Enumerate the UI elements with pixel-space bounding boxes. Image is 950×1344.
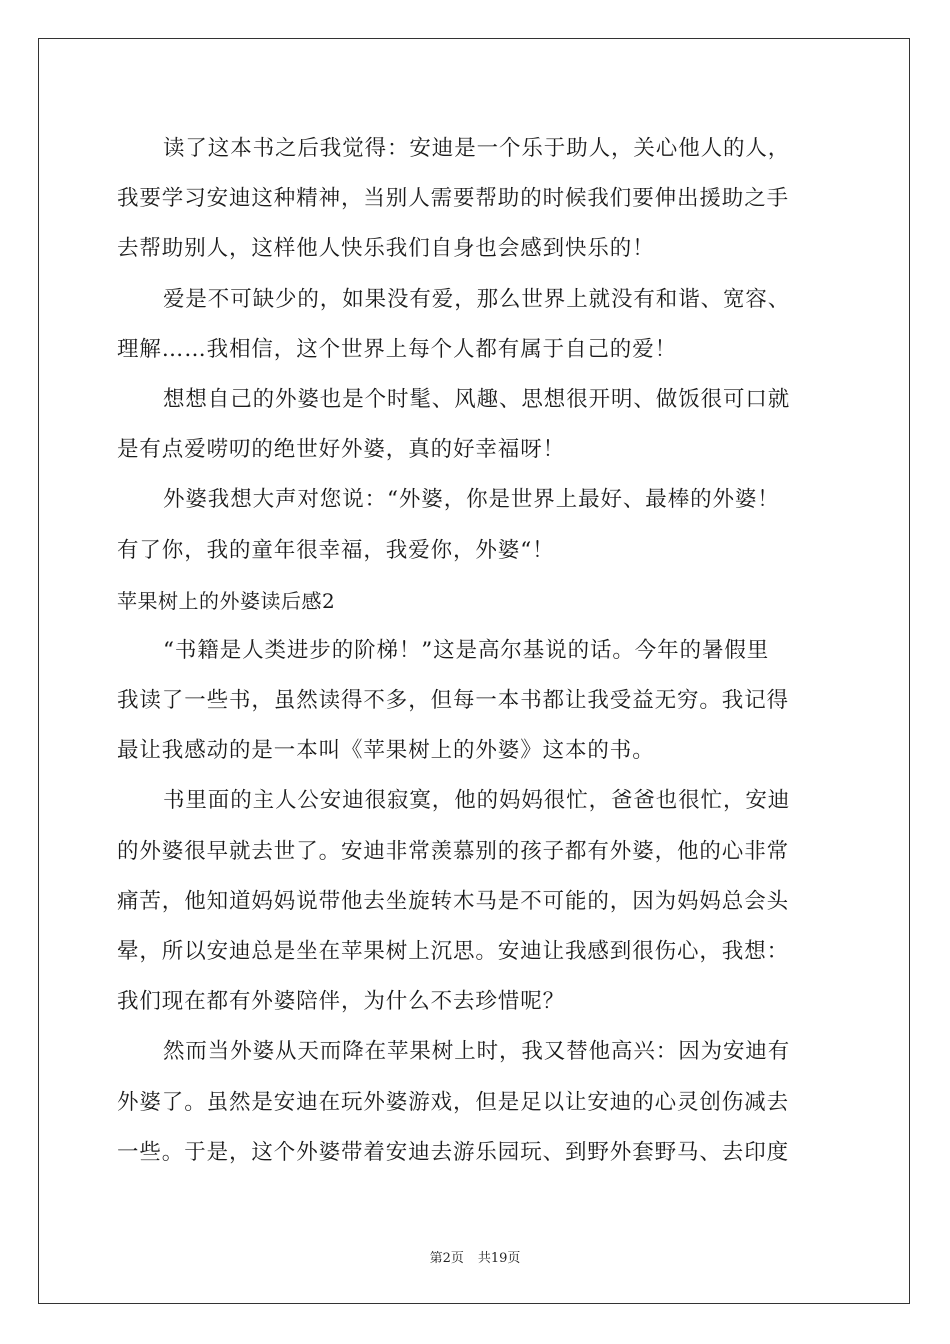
text-line: 外婆了。虽然是安迪在玩外婆游戏，但是足以让安迪的心灵创伤减去 xyxy=(117,1089,790,1115)
text-line: 最让我感动的是一本叫《苹果树上的外婆》这本的书。 xyxy=(117,738,655,764)
text-line: 爱是不可缺少的，如果没有爱，那么世界上就没有和谐、宽容、 xyxy=(163,286,791,312)
page-footer xyxy=(0,1247,950,1266)
text-line: 读了这本书之后我觉得：安迪是一个乐于助人，关心他人的人， xyxy=(163,136,791,161)
text-line: 理解……我相信，这个世界上每个人都有属于自己的爱！ xyxy=(117,336,678,362)
text-line: 书里面的主人公安迪很寂寞，他的妈妈很忙，爸爸也很忙，安迪 xyxy=(163,788,791,814)
document-body xyxy=(117,124,833,1178)
page-number: 第2页 xyxy=(429,1251,464,1266)
paragraph xyxy=(117,375,833,475)
text-line: 我要学习安迪这种精神，当别人需要帮助的时候我们要伸出援助之手 xyxy=(117,186,790,212)
paragraph xyxy=(117,124,833,275)
text-line: 我读了一些书，虽然读得不多，但每一本书都让我受益无穷。我记得 xyxy=(117,688,790,714)
text-line: 一些。于是，这个外婆带着安迪去游乐园玩、到野外套野马、去印度 xyxy=(117,1139,790,1165)
paragraph xyxy=(117,475,833,575)
text-line: 去帮助别人，这样他人快乐我们自身也会感到快乐的！ xyxy=(117,236,655,262)
text-line: 的外婆很早就去世了。安迪非常羡慕别的孩子都有外婆，他的心非常 xyxy=(117,838,790,864)
text-line: 晕，所以安迪总是坐在苹果树上沉思。安迪让我感到很伤心，我想： xyxy=(117,939,790,964)
text-line: 外婆我想大声对您说：“外婆，你是世界上最好、最棒的外婆！ xyxy=(163,487,780,513)
text-line: 想想自己的外婆也是个时髦、风趣、思想很开明、做饭很可口就 xyxy=(163,386,791,412)
paragraph xyxy=(117,1027,833,1178)
text-line: 有了你，我的童年很幸福，我爱你，外婆“！ xyxy=(117,537,555,563)
page-total: 共19页 xyxy=(477,1251,521,1266)
text-line: 是有点爱唠叨的绝世好外婆，真的好幸福呀！ xyxy=(117,437,566,463)
section-heading: 苹果树上的外婆读后感2 xyxy=(117,588,336,613)
text-line: 痛苦，他知道妈妈说带他去坐旋转木马是不可能的，因为妈妈总会头 xyxy=(117,888,790,914)
paragraph xyxy=(117,275,833,375)
text-line: “书籍是人类进步的阶梯！”这是高尔基说的话。今年的暑假里 xyxy=(163,637,770,663)
text-line: 然而当外婆从天而降在苹果树上时，我又替他高兴：因为安迪有 xyxy=(163,1039,791,1065)
text-line: 我们现在都有外婆陪伴，为什么不去珍惜呢？ xyxy=(117,989,566,1015)
paragraph xyxy=(117,776,833,1027)
paragraph xyxy=(117,626,833,777)
